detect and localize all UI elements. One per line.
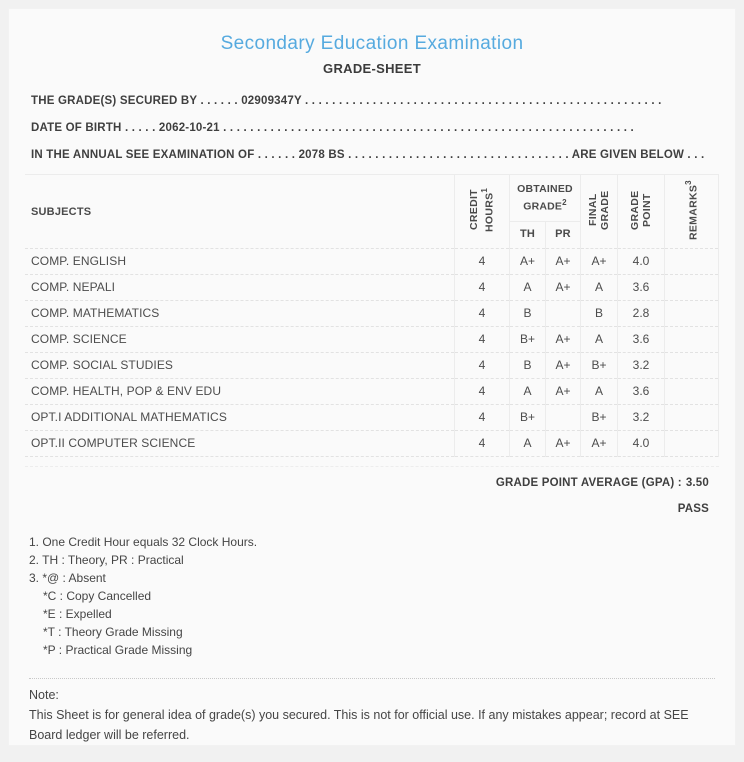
- final-grade-cell: B+: [581, 353, 618, 379]
- symbol-number-value: 02909347Y: [241, 95, 302, 107]
- col-header-subjects: SUBJECTS: [31, 205, 92, 218]
- footnote-theory-missing: *T : Theory Grade Missing: [43, 625, 183, 639]
- pr-grade-cell: A+: [545, 431, 580, 457]
- final-grade-cell: A: [581, 327, 618, 353]
- footnote-expelled: *E : Expelled: [43, 607, 112, 621]
- th-grade-cell: B+: [509, 405, 545, 431]
- credit-cell: 4: [454, 327, 509, 353]
- gpa-label: GRADE POINT AVERAGE (GPA) :: [495, 477, 682, 489]
- grade-point-cell: 3.2: [618, 405, 665, 431]
- final-grade-cell: A+: [581, 431, 618, 457]
- gpa-value: 3.50: [685, 477, 709, 489]
- final-grade-cell: B+: [581, 405, 618, 431]
- credit-cell: 4: [454, 379, 509, 405]
- exam-year-label: IN THE ANNUAL SEE EXAMINATION OF . . . . . .: [31, 149, 299, 161]
- pr-grade-cell: A+: [545, 327, 580, 353]
- pr-grade-cell: A+: [545, 353, 580, 379]
- grade-point-cell: 3.6: [618, 275, 665, 301]
- remarks-cell: [665, 249, 719, 275]
- remarks-cell: [665, 275, 719, 301]
- info-line-symbol-label: THE GRADE(S) SECURED BY . . . . . .: [31, 95, 242, 107]
- table-row: [25, 301, 719, 327]
- dob-value: 2062-10-21: [158, 122, 220, 134]
- th-grade-cell: A+: [509, 249, 545, 275]
- credit-cell: 4: [454, 249, 509, 275]
- th-grade-cell: A: [509, 275, 545, 301]
- info-line-exam-year: [31, 142, 713, 169]
- remarks-cell: [665, 379, 719, 405]
- table-row: [25, 379, 719, 405]
- pr-grade-cell: [545, 301, 580, 327]
- credit-cell: 4: [454, 431, 509, 457]
- subject-cell: COMP. MATHEMATICS: [25, 301, 454, 327]
- grade-point-cell: 3.6: [618, 379, 665, 405]
- remarks-cell: [665, 405, 719, 431]
- grade-point-cell: 4.0: [618, 249, 665, 275]
- final-grade-cell: A: [581, 379, 618, 405]
- remarks-cell: [665, 327, 719, 353]
- remarks-cell: [665, 301, 719, 327]
- grade-sheet-panel: [8, 8, 736, 746]
- result-summary: [25, 466, 719, 522]
- dob-label: DATE OF BIRTH . . . . .: [31, 122, 159, 134]
- subject-cell: COMP. ENGLISH: [25, 249, 454, 275]
- table-row: [25, 249, 719, 275]
- dotted-leader: . . . . . . . . . . . . . . . . . . . . . . . . . . . . . . . . . . . . . . . . . . . . . . . . . . . . . . . . . . . . .: [219, 122, 634, 134]
- pr-grade-cell: A+: [545, 379, 580, 405]
- note-label: Note:: [29, 688, 59, 702]
- table-row: [25, 405, 719, 431]
- note-text: This Sheet is for general idea of grade(s) you secured. This is not for official use. If any mistakes appear; record at SEE Board ledger will be referred.: [29, 708, 689, 742]
- col-header-credit-hours: CREDIT HOURS$^1$: [454, 175, 509, 249]
- subject-cell: OPT.II COMPUTER SCIENCE: [25, 431, 454, 457]
- info-line-date-of-birth: [31, 115, 713, 142]
- col-header-remarks: REMARKS$^3$: [665, 175, 719, 249]
- final-grade-cell: A: [581, 275, 618, 301]
- final-grade-cell: A+: [581, 249, 618, 275]
- credit-cell: 4: [454, 405, 509, 431]
- credit-cell: 4: [454, 301, 509, 327]
- exam-year-value: 2078 BS: [298, 149, 345, 161]
- table-row: [25, 327, 719, 353]
- footnote-absent: 3. *@ : Absent: [29, 571, 106, 585]
- th-grade-cell: B: [509, 301, 545, 327]
- remarks-cell: [665, 353, 719, 379]
- dotted-divider: [29, 678, 715, 679]
- th-grade-cell: B: [509, 353, 545, 379]
- col-header-grade-point: GRADE POINT: [618, 175, 665, 249]
- subject-cell: OPT.I ADDITIONAL MATHEMATICS: [25, 405, 454, 431]
- are-given-below-text: ARE GIVEN BELOW . . .: [571, 149, 705, 161]
- grades-table-body: [25, 249, 719, 457]
- page-title: Secondary Education Examination: [220, 33, 524, 54]
- gpa-line: [25, 470, 709, 496]
- dotted-leader: . . . . . . . . . . . . . . . . . . . . . . . . . . . . . . . . . . . . . . . . . . . . . . . . . . . . .: [301, 95, 662, 107]
- th-grade-cell: A: [509, 431, 545, 457]
- col-header-obtained-grade: OBTAINED GRADE$^2$: [509, 175, 580, 222]
- footnote-copy-cancelled: *C : Copy Cancelled: [43, 589, 152, 603]
- info-line-symbol-number: [31, 88, 713, 115]
- footnote-credit-hours: 1. One Credit Hour equals 32 Clock Hours.: [29, 535, 258, 549]
- subject-cell: COMP. HEALTH, POP & ENV EDU: [25, 379, 454, 405]
- pr-grade-cell: A+: [545, 249, 580, 275]
- grade-point-cell: 3.2: [618, 353, 665, 379]
- candidate-info: [25, 88, 719, 169]
- table-row: [25, 353, 719, 379]
- col-header-theory: TH: [509, 221, 545, 248]
- credit-cell: 4: [454, 275, 509, 301]
- result-status: PASS: [677, 503, 709, 515]
- table-row: [25, 275, 719, 301]
- subject-cell: COMP. SOCIAL STUDIES: [25, 353, 454, 379]
- th-grade-cell: A: [509, 379, 545, 405]
- footnote-th-pr: 2. TH : Theory, PR : Practical: [29, 553, 184, 567]
- th-grade-cell: B+: [509, 327, 545, 353]
- subject-cell: COMP. SCIENCE: [25, 327, 454, 353]
- credit-cell: 4: [454, 353, 509, 379]
- col-header-practical: PR: [545, 221, 580, 248]
- grades-table-header: [25, 175, 719, 249]
- grades-table: [25, 174, 719, 457]
- final-grade-cell: B: [581, 301, 618, 327]
- footnote-practical-missing: *P : Practical Grade Missing: [43, 643, 193, 657]
- table-row: [25, 431, 719, 457]
- remarks-cell: [665, 431, 719, 457]
- grade-point-cell: 3.6: [618, 327, 665, 353]
- dotted-leader: . . . . . . . . . . . . . . . . . . . . . . . . . . . . . . . . .: [344, 149, 572, 161]
- col-header-final-grade: FINAL GRADE: [581, 175, 618, 249]
- grade-point-cell: 4.0: [618, 431, 665, 457]
- subject-cell: COMP. NEPALI: [25, 275, 454, 301]
- footnotes: [29, 533, 719, 659]
- pr-grade-cell: A+: [545, 275, 580, 301]
- page-subtitle: GRADE-SHEET: [323, 61, 421, 76]
- grade-point-cell: 2.8: [618, 301, 665, 327]
- pr-grade-cell: [545, 405, 580, 431]
